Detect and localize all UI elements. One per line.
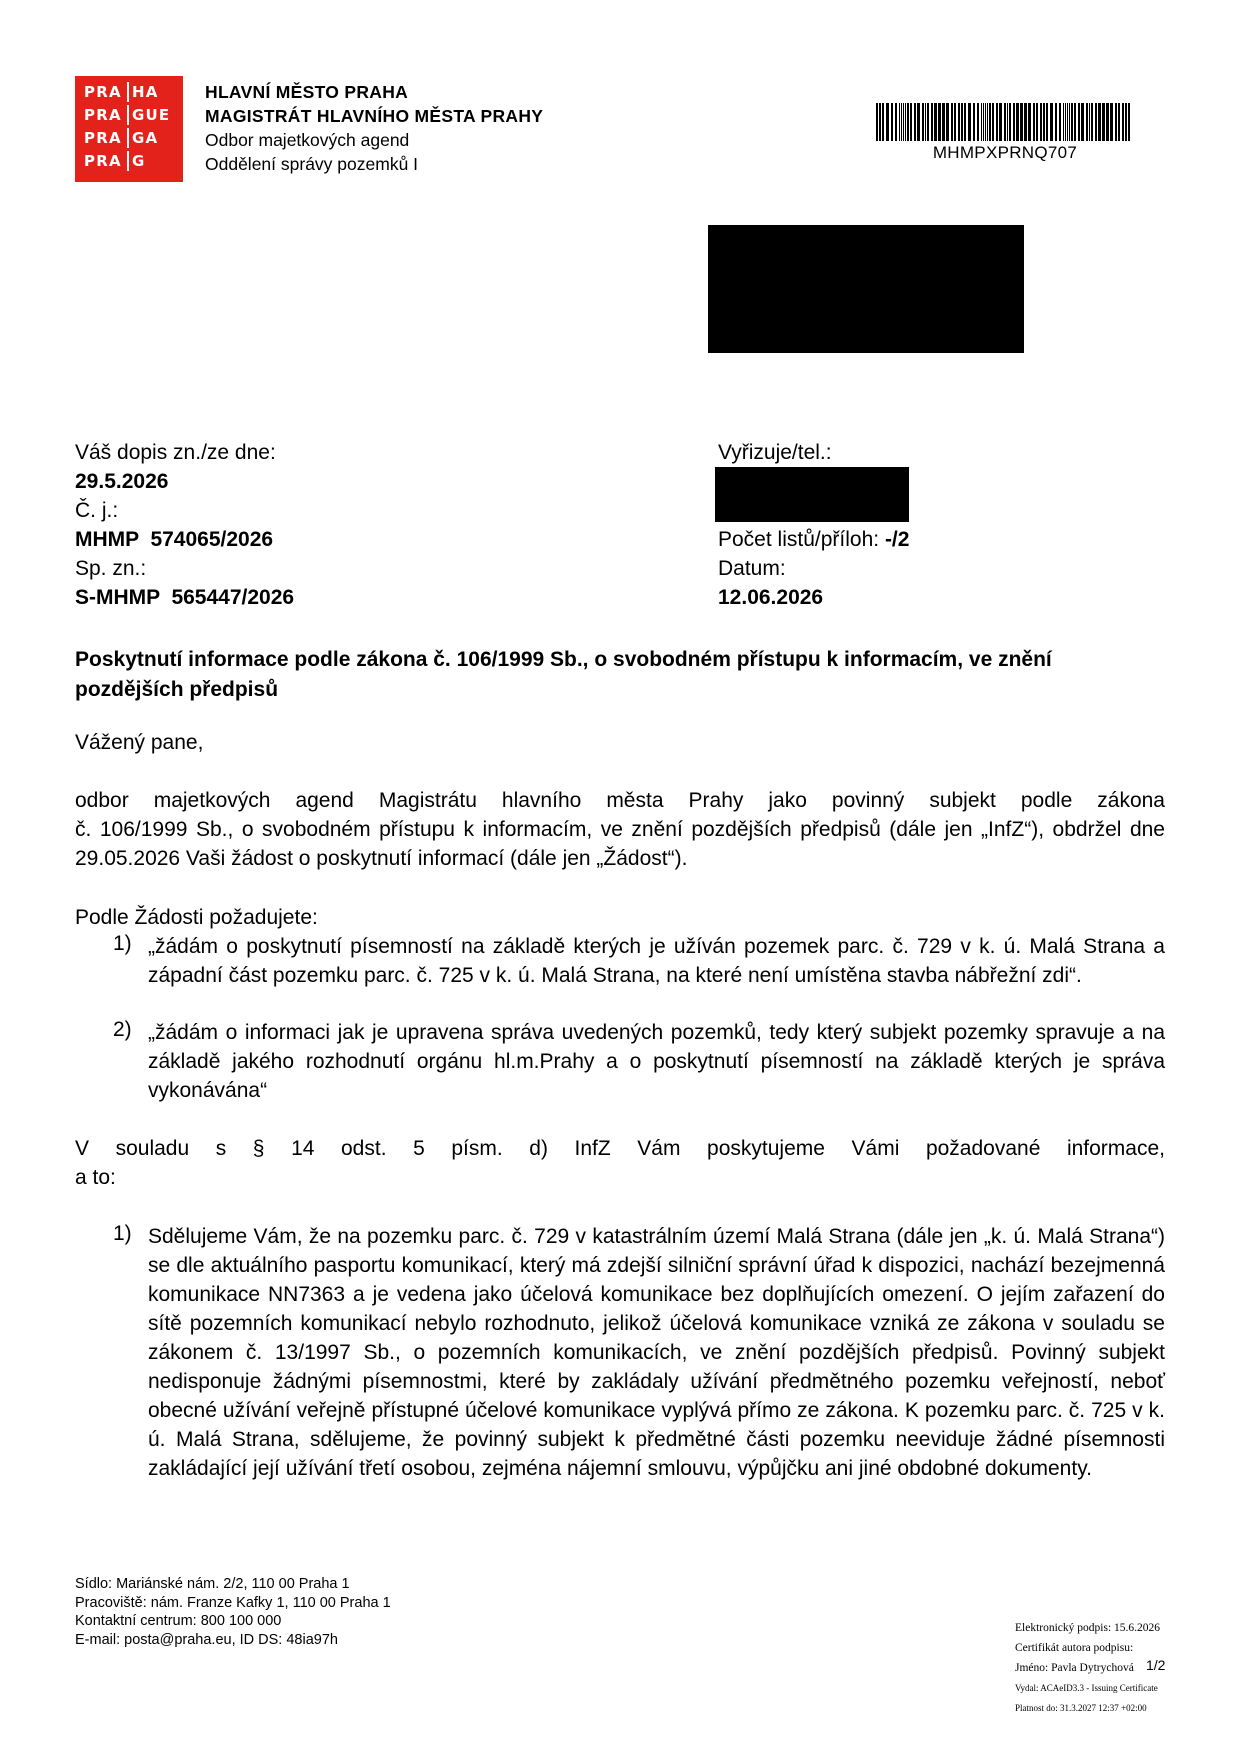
barcode-bar — [1007, 103, 1008, 141]
spzn-label: Sp. zn.: — [75, 557, 147, 580]
barcode-bar — [1046, 103, 1048, 141]
accordance-line: V souladu s § 14 odst. 5 písm. d) InfZ Vám poskytujeme Vámi požadované informace, — [75, 1137, 1165, 1160]
barcode-bar — [1095, 103, 1097, 141]
logo-text: G — [132, 152, 146, 170]
barcode-bar — [891, 103, 893, 141]
barcode-bar — [958, 103, 960, 141]
barcode-bar — [996, 103, 998, 141]
barcode-bar — [1102, 103, 1105, 141]
barcode-bar — [1033, 103, 1035, 141]
barcode-id: MHMPXPRNQ707 — [932, 143, 1078, 162]
barcode-bar — [989, 103, 991, 141]
footer-contact-center: Kontaktní centrum: 800 100 000 — [75, 1613, 282, 1629]
barcode-bar — [942, 103, 945, 141]
barcode-bar — [1024, 103, 1027, 141]
logo-text: PRA — [84, 83, 122, 101]
footer-address: Sídlo: Mariánské nám. 2/2, 110 00 Praha 1 — [75, 1576, 350, 1592]
barcode-bar — [968, 103, 971, 141]
barcode-bar — [1125, 103, 1127, 141]
barcode-bar — [1004, 103, 1006, 141]
signature-certificate: Certifikát autora podpisu: — [1015, 1642, 1134, 1654]
barcode-bar — [954, 103, 956, 141]
signature-date: Elektronický podpis: 15.6.2026 — [1015, 1622, 1161, 1634]
barcode-bar — [983, 103, 984, 141]
barcode-bar — [931, 103, 933, 141]
logo-text: GA — [132, 129, 159, 147]
barcode-bar — [1106, 103, 1109, 141]
barcode — [876, 103, 1134, 141]
footer-contacts — [75, 1575, 391, 1649]
barcode-bar — [938, 103, 941, 141]
barcode-bar — [1063, 103, 1064, 141]
barcode-bar — [917, 103, 920, 141]
logo-text: HA — [132, 83, 159, 101]
barcode-bar — [1016, 103, 1019, 141]
barcode-bar — [1078, 103, 1080, 141]
barcode-bar — [1091, 103, 1093, 141]
barcode-bar — [1071, 103, 1073, 141]
barcode-bar — [1086, 103, 1088, 141]
list-item: „žádám o informaci jak je upravena správa uvedených pozemků, tedy který subjekt pozemky spravuje a na základě jakého rozhodnutí orgánu hl.m.Prahy a o poskytnutí písemností na základě kterých je správa vykonávána“ — [148, 1021, 1165, 1102]
org-name: HLAVNÍ MĚSTO PRAHA — [205, 82, 409, 102]
signature-issuer: Vydal: ACAeID3.3 - Issuing Certificate — [1015, 1683, 1158, 1693]
barcode-bar — [1098, 103, 1101, 141]
praha-logo — [75, 76, 183, 182]
salutation: Vážený pane, — [75, 731, 204, 754]
barcode-bar — [901, 103, 902, 141]
barcode-bar — [999, 103, 1002, 141]
barcode-bar — [922, 103, 924, 141]
barcode-bar — [879, 103, 881, 141]
barcode-bar — [1110, 103, 1113, 141]
list-number: 1) — [113, 1222, 132, 1245]
barcode-bar — [946, 103, 949, 141]
letter-subject: Poskytnutí informace podle zákona č. 106/1999 Sb., o svobodném přístupu k informacím, ve znění pozdějších předpisů — [75, 648, 1052, 701]
barcode-bar — [1128, 103, 1130, 141]
barcode-bar — [1055, 103, 1057, 141]
barcode-bar — [981, 103, 982, 141]
reference-block — [75, 438, 294, 612]
barcode-bar — [914, 103, 916, 141]
barcode-bar — [882, 103, 884, 141]
accordance-line: a to: — [75, 1166, 116, 1189]
barcode-bar — [985, 103, 986, 141]
barcode-bar — [1074, 103, 1076, 141]
logo-text: GUE — [132, 106, 171, 124]
page-number: 1/2 — [1146, 1657, 1166, 1673]
list-item: „žádám o poskytnutí písemností na základě kterých je užíván pozemek parc. č. 729 v k. ú. Malá Strana a západní část pozemku parc. č. 725 v k. ú. Malá Strana, na které není umístěna stavba nábřežní zdi“. — [148, 935, 1165, 987]
handles-label: Vyřizuje/tel.: — [718, 441, 832, 464]
logo-text: PRA — [84, 152, 122, 170]
list-item: Sdělujeme Vám, že na pozemku parc. č. 729 v katastrálním území Malá Strana (dále jen „k. ú. Malá Strana“) se dle aktuálního pasportu komunikací, který má zdejší silniční správní úřad k dispozici, nachází bezejmenná komunikace NN7363 a je vedena jako účelová komunikace bez doplňujících omezení. O jejím zařazení do sítě pozemních komunikací nebylo rozhodnuto, jelikož účelová komunikace vzniká ze zákona v souladu se zákonem č. 13/1997 Sb., o pozemních komunikacích, ve znění pozdějších předpisů. Povinný subjekt nedisponuje žádnými písemnostmi, které by zakládaly užívání předmětného pozemku veřejností, neboť obecné užívání veřejně přístupné účelové komunikace vyplývá přímo ze zákona. K pozemku parc. č. 725 v k. ú. Malá Strana, sdělujeme, že povinný subjekt k předmětné části pozemku neeviduje žádné písemnosti zakládající její užívání třetí osobou, zejména nájemní smlouvu, výpůjčku ani jiné obdobné dokumenty. — [148, 1225, 1165, 1480]
sheets-label: Počet listů/příloh: — [718, 528, 880, 551]
barcode-bar — [1009, 103, 1011, 141]
barcode-bar — [1028, 103, 1031, 141]
barcode-bar — [895, 103, 897, 141]
barcode-bar — [1115, 103, 1117, 141]
footer-workplace: Pracoviště: nám. Franze Kafky 1, 110 00 Praha 1 — [75, 1594, 391, 1611]
barcode-bar — [973, 103, 975, 141]
barcode-bar — [1122, 103, 1124, 141]
org-section: Oddělení správy pozemků I — [205, 154, 419, 174]
barcode-bar — [1089, 103, 1090, 141]
organization-header — [205, 80, 543, 176]
accordance-paragraph — [75, 1134, 1165, 1192]
barcode-bar — [964, 103, 966, 141]
barcode-bar — [1067, 103, 1068, 141]
logo-text: PRA — [84, 129, 122, 147]
spzn-value: S-MHMP 565447/2026 — [75, 586, 295, 609]
barcode-bar — [910, 103, 912, 141]
barcode-bar — [905, 103, 906, 141]
electronic-signature — [1015, 1618, 1160, 1718]
barcode-bar — [907, 103, 909, 141]
barcode-bar — [1043, 103, 1045, 141]
barcode-bar — [1069, 103, 1070, 141]
redacted-address — [708, 225, 1024, 353]
org-magistrate: MAGISTRÁT HLAVNÍHO MĚSTA PRAHY — [205, 106, 544, 126]
redacted-contact — [715, 467, 909, 522]
barcode-bar — [1081, 103, 1084, 141]
sheets-date-block — [718, 525, 909, 612]
barcode-bar — [951, 103, 953, 141]
logo-text: PRA — [84, 106, 122, 124]
list-number: 1) — [113, 932, 132, 955]
barcode-bar — [925, 103, 926, 141]
list-number: 2) — [113, 1018, 132, 1041]
barcode-bar — [1050, 103, 1053, 141]
signature-name: Jméno: Pavla Dytrychová — [1015, 1662, 1134, 1674]
barcode-bar — [876, 103, 878, 141]
barcode-bar — [1040, 103, 1042, 141]
signature-validity: Platnost do: 31.3.2027 12:37 +02:00 — [1015, 1703, 1147, 1713]
intro-rest: č. 106/1999 Sb., o svobodném přístupu k informacím, ve znění pozdějších předpisů (dále jen „InfZ“), obdržel dne 29.05.2026 Vaši žádost o poskytnutí informací (dále jen „Žádost“). — [75, 818, 1165, 870]
barcode-bar — [927, 103, 929, 141]
barcode-bar — [987, 103, 988, 141]
barcode-bar — [977, 103, 979, 141]
barcode-bar — [903, 103, 904, 141]
date-value: 12.06.2026 — [718, 586, 824, 609]
barcode-bar — [899, 103, 900, 141]
barcode-bar — [934, 103, 937, 141]
date-label: Datum: — [718, 557, 786, 580]
intro-line: odbor majetkových agend Magistrátu hlavního města Prahy jako povinný subjekt podle zákona — [75, 789, 1165, 812]
request-label: Podle Žádosti požadujete: — [75, 906, 318, 929]
barcode-bar — [1065, 103, 1066, 141]
barcode-bar — [1013, 103, 1015, 141]
intro-paragraph — [75, 786, 1165, 873]
barcode-bar — [961, 103, 963, 141]
cj-label: Č. j.: — [75, 499, 119, 522]
barcode-bar — [1020, 103, 1023, 141]
barcode-bar — [1059, 103, 1061, 141]
barcode-bar — [886, 103, 889, 141]
sheets-value: -/2 — [884, 528, 910, 551]
handling-block — [718, 438, 832, 467]
your-letter-date: 29.5.2026 — [75, 470, 169, 493]
your-letter-label: Váš dopis zn./ze dne: — [75, 441, 276, 464]
barcode-bar — [992, 103, 994, 141]
org-department: Odbor majetkových agend — [205, 130, 410, 150]
barcode-bar — [1118, 103, 1120, 141]
footer-email: E-mail: posta@praha.eu, ID DS: 48ia97h — [75, 1631, 338, 1648]
barcode-bar — [1036, 103, 1038, 141]
cj-value: MHMP 574065/2026 — [75, 528, 274, 551]
